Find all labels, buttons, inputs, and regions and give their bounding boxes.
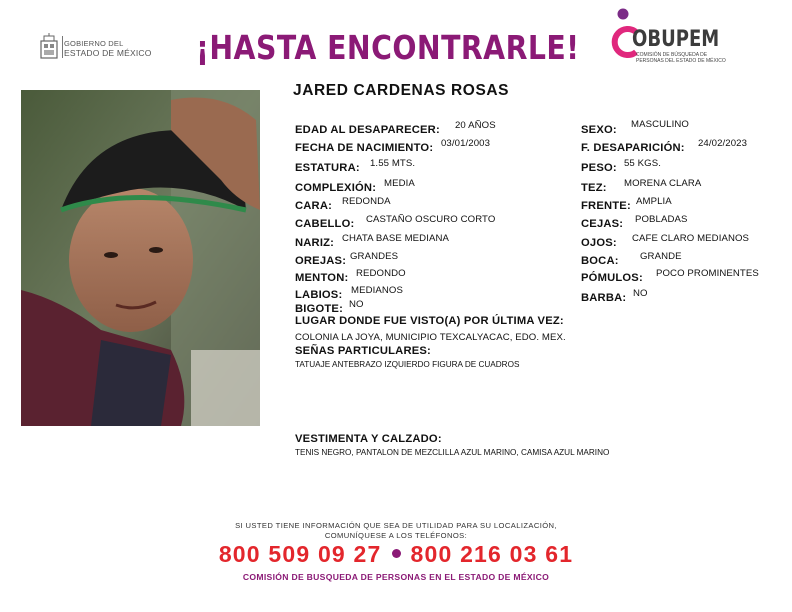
field-value: 24/02/2023 [698, 138, 748, 149]
field-value: MEDIA [384, 178, 415, 189]
field-value: 55 KGS. [624, 158, 661, 169]
field-value: REDONDA [342, 196, 391, 207]
field-forehead [581, 196, 631, 214]
field-value: NO [633, 288, 648, 299]
phone-number-1[interactable]: 800 509 09 27 [218, 541, 382, 567]
field-value: MEDIANOS [351, 285, 403, 296]
field-eyes [581, 233, 617, 251]
cobupem-wordmark: OBUPEM [632, 27, 720, 52]
field-label: COMPLEXIÓN: [295, 182, 377, 194]
person-name: JARED CARDENAS ROSAS [293, 82, 510, 99]
field-label: PESO: [581, 162, 617, 174]
coat-of-arms-icon [38, 33, 60, 61]
field-value: GRANDES [350, 251, 399, 262]
footer-organization: COMISIÓN DE BUSQUEDA DE PERSONAS EN EL ESTADO DE MÉXICO [242, 572, 550, 582]
field-ears [295, 251, 346, 269]
field-label: MENTON: [295, 272, 349, 284]
field-value: 20 AÑOS [455, 120, 496, 131]
field-value: 1.55 MTS. [370, 158, 416, 169]
missing-person-photo [21, 90, 260, 426]
field-age [295, 120, 440, 138]
field-label: OJOS: [581, 237, 617, 249]
field-disappearance-date [581, 138, 685, 156]
field-value: 03/01/2003 [441, 138, 491, 149]
field-value: CAFE CLARO MEDIANOS [632, 233, 750, 244]
marks-label: SEÑAS PARTICULARES: [295, 345, 431, 357]
field-label: CEJAS: [581, 218, 624, 230]
field-value: MASCULINO [631, 119, 689, 130]
field-face [295, 196, 332, 214]
contact-note-line1: SI USTED TIENE INFORMACIÓN QUE SEA DE UTILIDAD PARA SU LOCALIZACIÓN, [235, 521, 557, 530]
field-label: FECHA DE NACIMIENTO: [295, 142, 434, 154]
field-value: AMPLIA [636, 196, 672, 207]
field-value: REDONDO [356, 268, 406, 279]
field-label: BIGOTE: [295, 303, 344, 315]
field-label: CARA: [295, 200, 333, 212]
marks-value: TATUAJE ANTEBRAZO IZQUIERDO FIGURA DE CUADROS [295, 360, 520, 369]
field-mouth [581, 251, 619, 269]
field-complexion [581, 178, 607, 196]
field-birthdate [295, 138, 433, 156]
state-government-name: GOBIERNO DEL ESTADO DE MÉXICO [64, 39, 152, 58]
last-seen-value: COLONIA LA JOYA, MUNICIPIO TEXCALYACAC, EDO. MEX. [295, 332, 566, 343]
field-eyebrows [581, 214, 623, 232]
field-label: CABELLO: [295, 218, 355, 230]
field-label: OREJAS: [295, 255, 347, 267]
field-beard [581, 288, 626, 306]
field-value: GRANDE [640, 251, 682, 262]
last-seen-label: LUGAR DONDE FUE VISTO(A) POR ÚLTIMA VEZ: [295, 315, 564, 327]
field-label: BOCA: [581, 255, 619, 267]
field-label: NARIZ: [295, 237, 335, 249]
field-label: SEXO: [581, 124, 617, 136]
field-label: TEZ: [581, 182, 607, 194]
field-label: EDAD AL DESAPARECER: [295, 124, 440, 136]
field-sex [581, 120, 617, 138]
headline: ¡HASTA ENCONTRARLE! [196, 28, 580, 67]
field-label: PÓMULOS: [581, 272, 643, 284]
field-label: ESTATURA: [295, 162, 360, 174]
clothing-value: TENIS NEGRO, PANTALON DE MEZCLILLA AZUL MARINO, CAMISA AZUL MARINO [295, 448, 610, 457]
field-value: NO [349, 299, 364, 310]
cobupem-subtitle: COMISIÓN DE BÚSQUEDA DE PERSONAS DEL ESTADO DE MÉXICO [636, 52, 726, 64]
phone-number-2[interactable]: 800 216 03 61 [410, 541, 574, 567]
field-value: CHATA BASE MEDIANA [342, 233, 449, 244]
field-value: CASTAÑO OSCURO CORTO [366, 214, 496, 225]
field-cheekbones [581, 268, 643, 286]
clothing-label: VESTIMENTA Y CALZADO: [295, 433, 442, 445]
field-label: F. DESAPARICIÓN: [581, 142, 685, 154]
field-build [295, 178, 376, 196]
field-label: LABIOS: [295, 289, 343, 301]
field-value: POBLADAS [635, 214, 688, 225]
field-weight [581, 158, 617, 176]
bullet-dot-icon [392, 549, 401, 558]
field-chin [295, 268, 348, 286]
field-nose [295, 233, 334, 251]
field-height [295, 158, 360, 176]
phone-numbers [0, 541, 792, 568]
field-value: POCO PROMINENTES [656, 268, 759, 279]
field-label: FRENTE: [581, 200, 631, 212]
contact-note-line2: COMUNÍQUESE A LOS TELÉFONOS: [324, 531, 468, 540]
logo-divider [62, 36, 63, 58]
field-label: BARBA: [581, 292, 627, 304]
field-hair [295, 214, 354, 232]
field-value: MORENA CLARA [624, 178, 702, 189]
